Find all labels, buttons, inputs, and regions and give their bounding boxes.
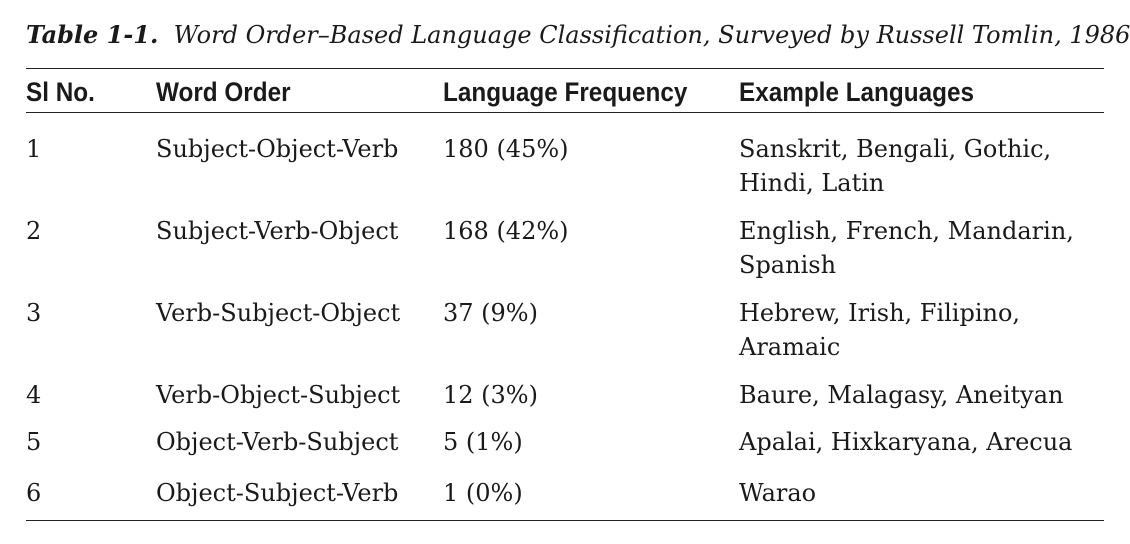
example-line: Sanskrit, Bengali, Gothic, — [739, 135, 1052, 163]
cell-sl-no: 1 — [26, 135, 42, 163]
cell-frequency: 5 (1%) — [443, 428, 523, 456]
cell-example-languages — [739, 378, 1099, 412]
cell-example-languages — [739, 132, 1099, 200]
table-caption-label: Table 1-1. — [26, 20, 159, 49]
header-example-languages: Example Languages — [739, 77, 974, 107]
cell-word-order: Subject-Verb-Object — [156, 217, 399, 245]
example-line: Warao — [739, 479, 817, 507]
example-line: Aramaic — [739, 333, 841, 361]
cell-word-order: Subject-Object-Verb — [156, 135, 399, 163]
example-line: Apalai, Hixkaryana, Arecua — [739, 428, 1073, 456]
header-word-order: Word Order — [156, 77, 291, 107]
example-line: Spanish — [739, 251, 837, 279]
cell-example-languages — [739, 425, 1099, 459]
table-header-rule — [26, 112, 1104, 113]
table-caption-text: Word Order–Based Language Classification, Surveyed by Russell Tomlin, 1986 — [173, 21, 1130, 49]
cell-frequency: 168 (42%) — [443, 217, 569, 245]
table-top-rule — [26, 68, 1104, 69]
cell-frequency: 12 (3%) — [443, 381, 538, 409]
example-line: Hebrew, Irish, Filipino, — [739, 299, 1021, 327]
cell-example-languages — [739, 296, 1099, 364]
cell-frequency: 180 (45%) — [443, 135, 569, 163]
example-line: Baure, Malagasy, Aneityan — [739, 381, 1064, 409]
cell-sl-no: 3 — [26, 299, 42, 327]
cell-word-order: Verb-Subject-Object — [156, 299, 401, 327]
header-language-frequency: Language Frequency — [443, 77, 688, 107]
cell-word-order: Verb-Object-Subject — [156, 381, 401, 409]
cell-frequency: 1 (0%) — [443, 479, 523, 507]
cell-word-order: Object-Verb-Subject — [156, 428, 399, 456]
cell-sl-no: 6 — [26, 479, 42, 507]
cell-word-order: Object-Subject-Verb — [156, 479, 399, 507]
cell-example-languages — [739, 214, 1099, 282]
example-line: Hindi, Latin — [739, 169, 885, 197]
cell-sl-no: 2 — [26, 217, 42, 245]
cell-sl-no: 4 — [26, 381, 42, 409]
header-sl-no: Sl No. — [26, 77, 95, 107]
cell-sl-no: 5 — [26, 428, 42, 456]
example-line: English, French, Mandarin, — [739, 217, 1074, 245]
cell-example-languages — [739, 476, 1099, 510]
table-caption — [26, 18, 1130, 52]
table-bottom-rule — [26, 520, 1104, 521]
cell-frequency: 37 (9%) — [443, 299, 538, 327]
